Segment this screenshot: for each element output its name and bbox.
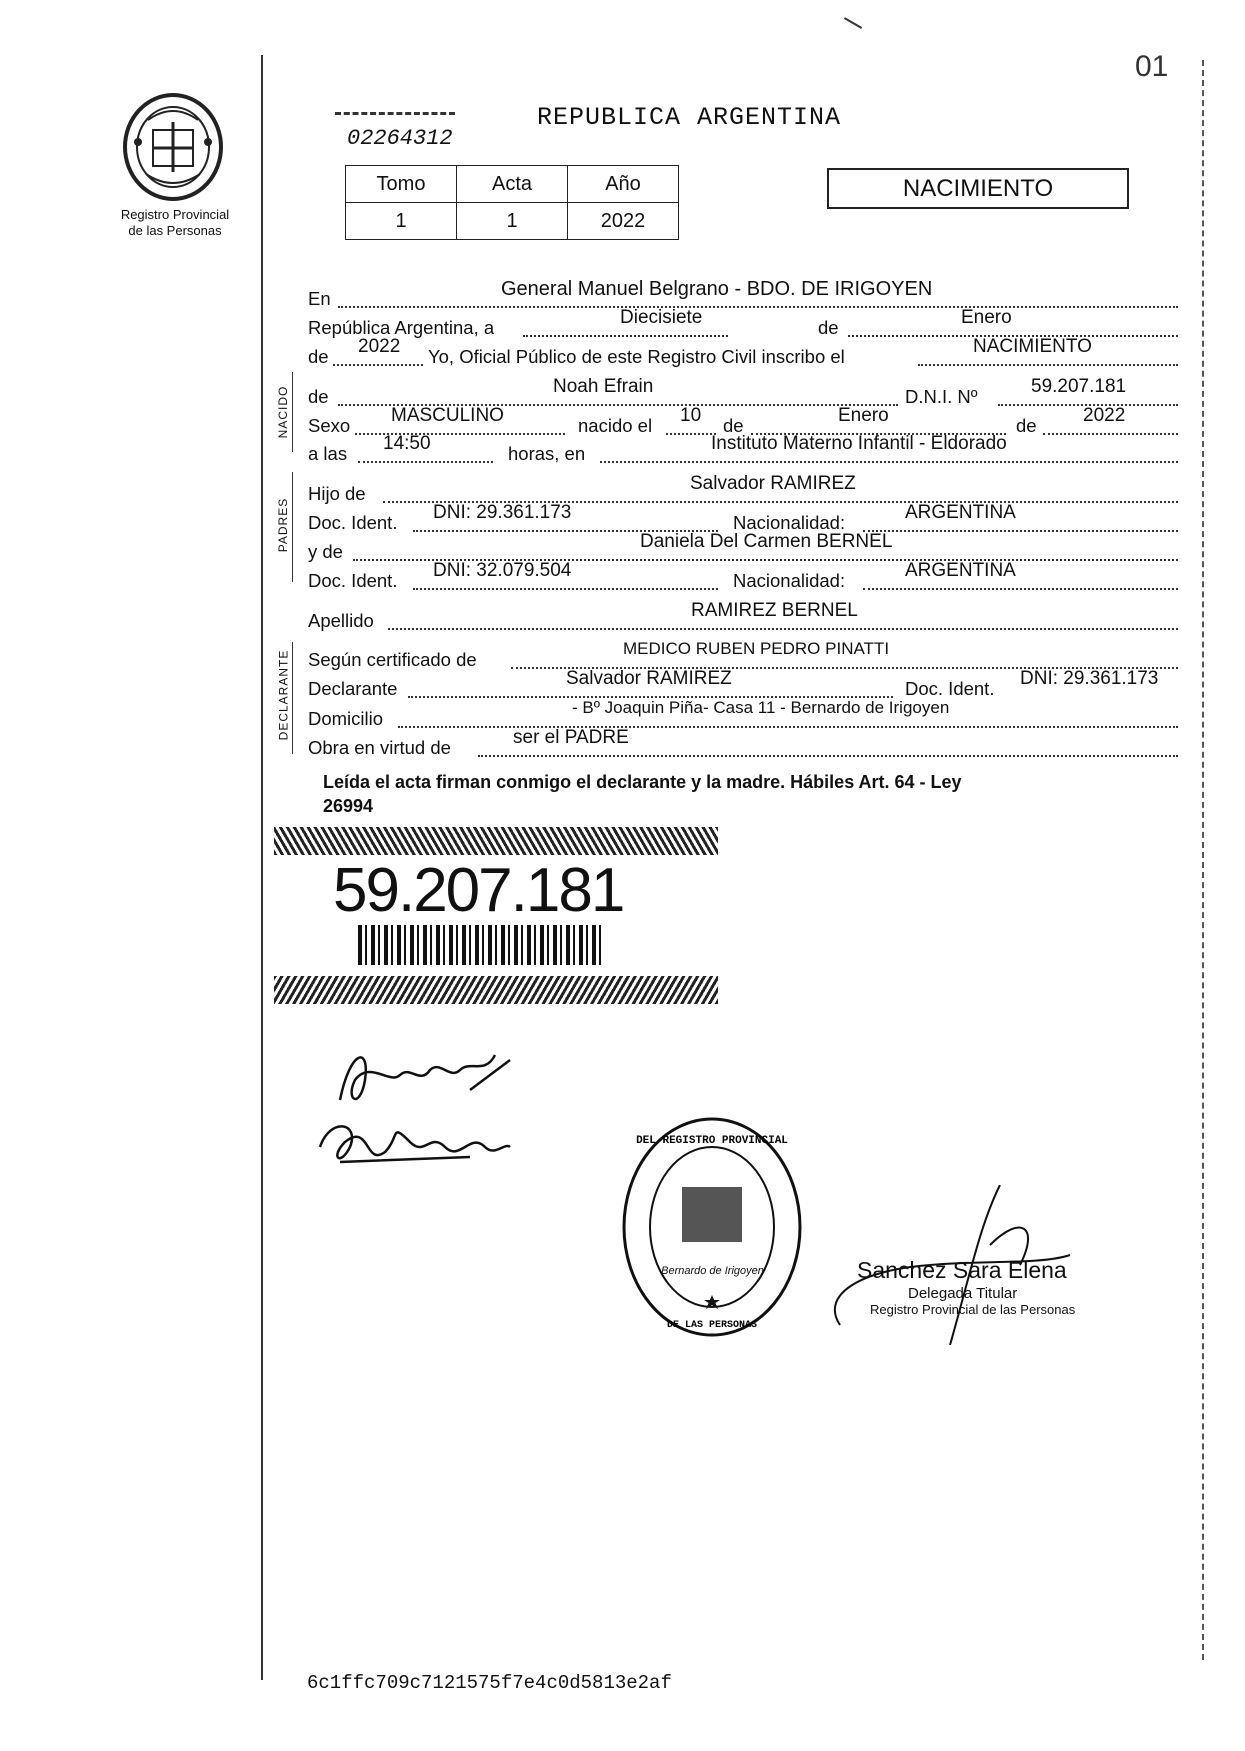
label-nacionalidad: Nacionalidad:: [733, 512, 846, 533]
row-obra: [308, 727, 1178, 758]
dotted-line: [666, 433, 716, 435]
row-de-year: [308, 336, 1178, 367]
svg-text:DE LAS PERSONAS: DE LAS PERSONAS: [666, 1320, 758, 1331]
row-doc2: [308, 560, 1178, 591]
label-de: de: [723, 415, 744, 436]
value-nacionalidad2: ARGENTINA: [905, 560, 1016, 581]
dotted-line: [478, 755, 1178, 757]
value-year: 2022: [358, 336, 401, 357]
row-en: [308, 278, 1178, 309]
value-sexo: MASCULINO: [391, 405, 504, 426]
mother-signature: [310, 1112, 520, 1182]
label-doc: Doc. Ident.: [308, 570, 398, 591]
reading-note-line2: 26994: [323, 796, 374, 816]
value-domicilio: - Bº Joaquin Piña- Casa 11 - Bernardo de Irigoyen: [572, 698, 950, 717]
label-domicilio: Domicilio: [308, 708, 384, 729]
table-cell: 1: [457, 203, 568, 240]
dotted-line: [1043, 433, 1178, 435]
label-de: de: [818, 317, 839, 338]
label-horas: horas, en: [508, 443, 586, 464]
declarant-signature: [320, 1040, 520, 1120]
value-doc1: DNI: 29.361.173: [433, 502, 572, 523]
value-nac-month: Enero: [838, 405, 889, 426]
dotted-line: [600, 461, 1178, 463]
serial-underline: [335, 112, 455, 115]
dotted-line: [523, 335, 728, 337]
value-lugar: Instituto Materno Infantil - Eldorado: [711, 433, 1007, 454]
logo-caption-line1: Registro Provincial: [120, 207, 230, 222]
value-nac-year: 2022: [1083, 405, 1126, 426]
value-declarante: Salvador RAMIREZ: [566, 668, 732, 689]
row-hijo: [308, 473, 1178, 504]
table-header: Año: [568, 166, 679, 203]
logo-caption: [90, 207, 260, 239]
label-segun: Según certificado de: [308, 649, 477, 670]
province-logo: [108, 92, 238, 202]
label-declarante: Declarante: [308, 678, 398, 699]
dotted-line: [338, 306, 1178, 308]
label-yde: y de: [308, 541, 343, 562]
label-nacido: nacido el: [578, 415, 653, 436]
official-stamp: [620, 1115, 805, 1340]
security-band-top: [274, 827, 718, 855]
page-title: REPUBLICA ARGENTINA: [537, 103, 842, 132]
dotted-line: [358, 461, 493, 463]
document-hash: 6c1ffc709c7121575f7e4c0d5813e2af: [307, 1672, 672, 1694]
logo-caption-line2: de las Personas: [128, 223, 222, 238]
bracket-line: [292, 372, 293, 452]
value-month: Enero: [961, 307, 1012, 328]
row-doc1: [308, 502, 1178, 533]
value-dni: 59.207.181: [1031, 376, 1127, 397]
value-segun: MEDICO RUBEN PEDRO PINATTI: [623, 639, 890, 658]
value-obra: ser el PADRE: [513, 727, 629, 748]
label-yo: Yo, Oficial Público de este Registro Civil inscribo el: [428, 346, 845, 367]
official-office: Registro Provincial de las Personas: [870, 1302, 1076, 1317]
svg-text:DEL REGISTRO PROVINCIAL: DEL REGISTRO PROVINCIAL: [636, 1135, 788, 1147]
tomo-acta-ano-table: [345, 165, 679, 240]
value-doc2: DNI: 32.079.504: [433, 560, 572, 581]
coat-of-arms-icon: [108, 92, 238, 202]
label-decl-doc: Doc. Ident.: [905, 678, 995, 699]
label-dni: D.N.I. Nº: [905, 386, 978, 407]
row-sexo: [308, 405, 1178, 436]
value-nac-day: 10: [680, 405, 702, 426]
dotted-line: [863, 530, 1178, 532]
row-hora: [308, 433, 1178, 464]
row-republica: [308, 307, 1178, 338]
dotted-line: [863, 588, 1178, 590]
row-apellido: [308, 600, 1178, 631]
value-nombre: Noah Efrain: [553, 376, 654, 397]
side-label-declarante: DECLARANTE: [276, 649, 291, 741]
left-margin-line: [261, 55, 263, 1680]
row-segun: [308, 639, 1178, 670]
label-alas: a las: [308, 443, 348, 464]
label-obra: Obra en virtud de: [308, 737, 451, 758]
right-margin-line: [1202, 60, 1204, 1660]
label-en: En: [308, 288, 331, 309]
label-de: de: [308, 386, 329, 407]
row-madre: [308, 531, 1178, 562]
dotted-line: [333, 364, 423, 366]
official-name: Sanchez Sara Elena: [857, 1257, 1067, 1283]
label-nacionalidad: Nacionalidad:: [733, 570, 846, 591]
serial-number: 02264312: [347, 126, 453, 151]
record-type-box: NACIMIENTO: [827, 168, 1129, 209]
table-header: Tomo: [346, 166, 457, 203]
bracket-line: [292, 642, 293, 754]
side-label-padres: PADRES: [276, 497, 290, 553]
reading-note-line1: Leída el acta firman conmigo el declarante y la madre. Hábiles Art. 64 - Ley: [323, 772, 962, 792]
value-day: Diecisiete: [620, 307, 703, 328]
value-padre: Salvador RAMIREZ: [690, 473, 856, 494]
value-hora: 14:50: [383, 433, 431, 454]
row-domicilio: [308, 698, 1178, 729]
label-republica: República Argentina, a: [308, 317, 495, 338]
stamp-inner-text: Bernardo de Irigoyen: [661, 1265, 764, 1277]
dotted-line: [388, 628, 1178, 630]
value-inscribo: NACIMIENTO: [973, 336, 1092, 357]
row-declarante: [308, 668, 1178, 699]
barcode-number: 59.207.181: [333, 856, 624, 925]
table-cell: 1: [346, 203, 457, 240]
table-cell: 2022: [568, 203, 679, 240]
row-nombre: [308, 376, 1178, 407]
dotted-line: [918, 364, 1178, 366]
barcode: [358, 925, 602, 965]
label-hijo: Hijo de: [308, 483, 366, 504]
label-de: de: [308, 346, 329, 367]
label-apellido: Apellido: [308, 610, 374, 631]
value-madre: Daniela Del Carmen BERNEL: [640, 531, 893, 552]
label-sexo: Sexo: [308, 415, 351, 436]
side-label-nacido: NACIDO: [276, 385, 290, 439]
official-role: Delegada Titular: [908, 1285, 1018, 1302]
value-nacionalidad1: ARGENTINA: [905, 502, 1016, 523]
page-number: 01: [1135, 50, 1169, 83]
value-decl-doc: DNI: 29.361.173: [1020, 668, 1159, 689]
dotted-line: [413, 588, 718, 590]
label-de: de: [1016, 415, 1037, 436]
value-apellido: RAMIREZ BERNEL: [691, 600, 858, 621]
security-band-bottom: [274, 976, 718, 1004]
value-en: General Manuel Belgrano - BDO. DE IRIGOYEN: [501, 278, 933, 300]
reading-note: [323, 770, 1163, 818]
bracket-line: [292, 472, 293, 582]
label-doc: Doc. Ident.: [308, 512, 398, 533]
table-header: Acta: [457, 166, 568, 203]
scan-mark: [844, 17, 862, 29]
